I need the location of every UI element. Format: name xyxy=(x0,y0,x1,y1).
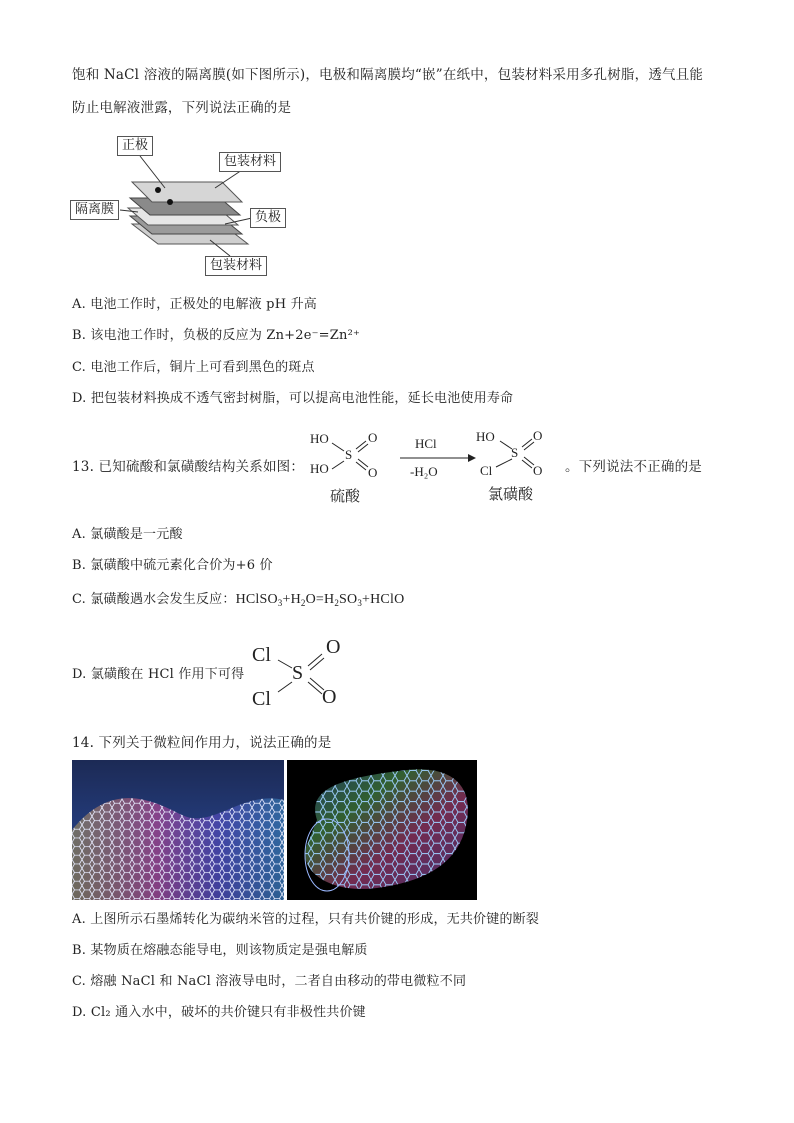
sulfuryl-chloride-structure xyxy=(250,636,350,716)
name-chlorosulfonic-acid: 氯磺酸 xyxy=(488,487,534,503)
q14-option-b: B. 某物质在熔融态能导电，则该物质定是强电解质 xyxy=(72,943,368,958)
label-packing-top: 包装材料 xyxy=(219,152,281,172)
atom-s: S xyxy=(345,447,353,462)
arrow-shape xyxy=(398,452,478,464)
q12-option-a: A. 电池工作时，正极处的电解液 pH 升高 xyxy=(72,297,317,312)
label-negative-electrode: 负极 xyxy=(250,208,286,228)
q14-option-a: A. 上图所示石墨烯转化为碳纳米管的过程，只有共价键的形成，无共价键的断裂 xyxy=(72,912,540,927)
label-packing-bottom: 包装材料 xyxy=(205,256,267,276)
q14-stem: 14. 下列关于微粒间作用力，说法正确的是 xyxy=(72,735,332,751)
label-positive-electrode: 正极 xyxy=(117,136,153,156)
q12-option-c: C. 电池工作后，铜片上可看到黑色的斑点 xyxy=(72,360,315,375)
sulfuric-acid-structure xyxy=(304,425,394,505)
question-12-stem-line-2: 防止电解液泄露，下列说法正确的是 xyxy=(72,100,292,116)
nanotube-lattice xyxy=(287,760,477,900)
label-separator: 隔离膜 xyxy=(70,200,119,220)
q13-stem: 13. 已知硫酸和氯磺酸结构关系如图： xyxy=(72,459,305,475)
atom-o-top: O xyxy=(533,428,543,443)
battery-diagram xyxy=(70,132,300,282)
atom-s: S xyxy=(511,445,519,460)
atom-cl: Cl xyxy=(480,463,493,478)
atom-o-top: O xyxy=(326,636,341,658)
q13-option-c-text: C. 氯磺酸遇水会发生反应： xyxy=(72,592,236,607)
q14-option-d: D. Cl₂ 通入水中，破坏的共价键只有非极性共价键 xyxy=(72,1005,366,1020)
q13-stem-suffix: 。下列说法不正确的是 xyxy=(565,459,702,475)
q13-option-a: A. 氯磺酸是一元酸 xyxy=(72,527,183,542)
atom-s: S xyxy=(292,662,304,684)
graphene-lattice xyxy=(72,760,284,900)
q12-option-d: D. 把包装材料换成不透气密封树脂，可以提高电池性能，延长电池使用寿命 xyxy=(72,391,514,406)
name-sulfuric-acid: 硫酸 xyxy=(330,489,361,505)
atom-ho-top: HO xyxy=(310,431,329,446)
graphene-sheet-image xyxy=(72,760,284,900)
reaction-arrow xyxy=(398,436,478,486)
atom-o-bottom: O xyxy=(533,463,543,478)
carbon-nanotube-image xyxy=(287,760,477,900)
chlorosulfonic-acid-structure xyxy=(474,425,564,505)
q13-option-b: B. 氯磺酸中硫元素化合价为+6 价 xyxy=(72,558,273,573)
atom-ho: HO xyxy=(476,429,495,444)
reagent-minus-water: -H₂O xyxy=(410,464,438,479)
atom-o-bottom: O xyxy=(322,686,337,708)
q13-option-c xyxy=(72,591,404,612)
q13-option-d: D. 氯磺酸在 HCl 作用下可得 xyxy=(72,667,245,682)
q12-option-b: B. 该电池工作时，负极的反应为 Zn+2e⁻=Zn²⁺ xyxy=(72,328,361,343)
atom-o-bottom: O xyxy=(368,465,378,480)
atom-ho-bottom: HO xyxy=(310,461,329,476)
question-12-stem-line-1: 饱和 NaCl 溶液的隔离膜(如下图所示)，电极和隔离膜均“嵌”在纸中，包装材料采用多孔树脂，透气且能 xyxy=(72,67,704,83)
atom-cl-bottom: Cl xyxy=(252,688,271,710)
atom-cl-top: Cl xyxy=(252,644,271,666)
q13-option-c-equation: $HClSO_3+H_2O=H_2SO_3+HClO$ xyxy=(235,592,405,608)
atom-o-top: O xyxy=(368,430,378,445)
reagent-hcl: HCl xyxy=(415,436,437,451)
q14-option-c: C. 熔融 NaCl 和 NaCl 溶液导电时，二者自由移动的带电微粒不同 xyxy=(72,974,467,989)
